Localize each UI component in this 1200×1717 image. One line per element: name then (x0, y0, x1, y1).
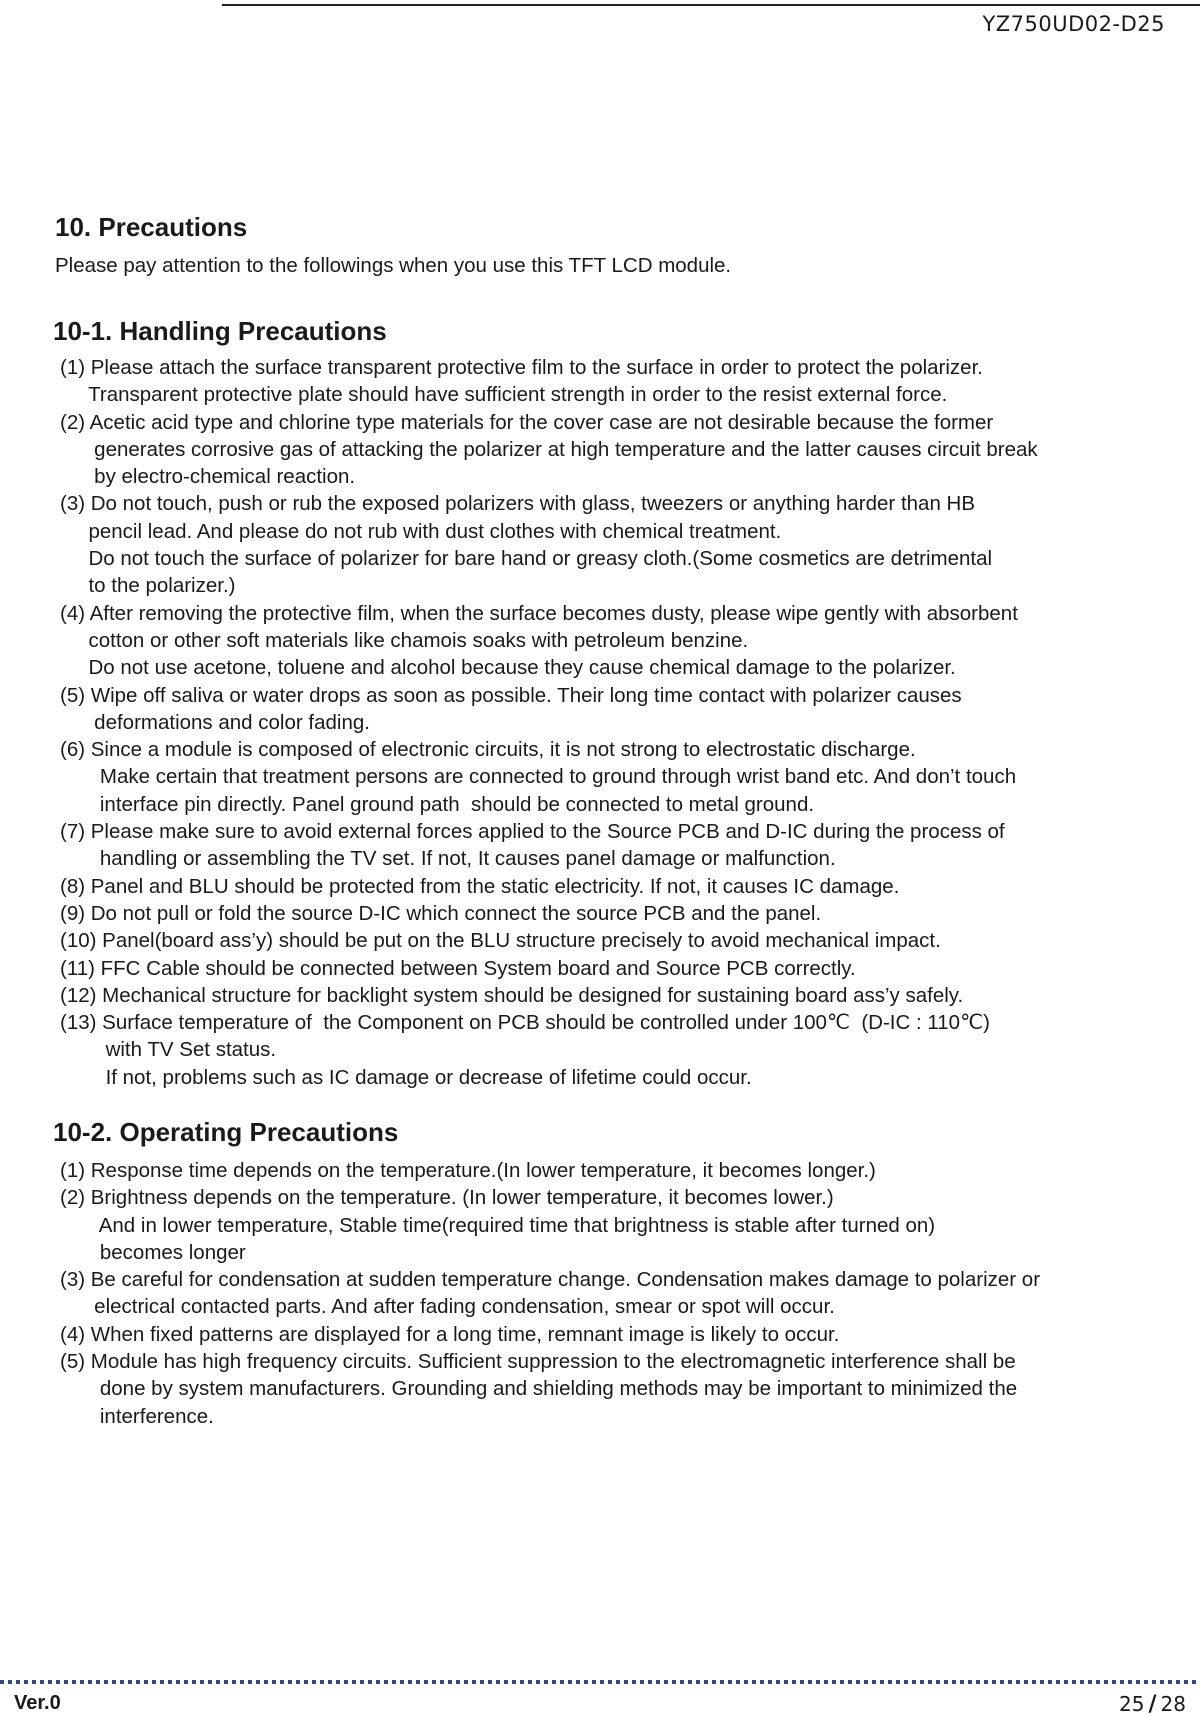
precaution-line: generates corrosive gas of attacking the polarizer at high temperature and the latter causes circuit break (60, 437, 1038, 461)
precaution-line: becomes longer (60, 1240, 246, 1264)
operating-precautions-title: 10-2. Operating Precautions (53, 1117, 399, 1147)
precaution-line: (3) Be careful for condensation at sudden temperature change. Condensation makes damage to polarizer or (60, 1268, 1041, 1292)
page-separator: / (1148, 1692, 1157, 1717)
precaution-line: cotton or other soft materials like chamois soaks with petroleum benzine. (60, 628, 749, 652)
total-pages: 28 (1160, 1692, 1186, 1716)
precaution-line: Transparent protective plate should have sufficient strength in order to the resist external force. (60, 383, 948, 407)
precaution-line: (6) Since a module is composed of electronic circuits, it is not strong to electrostatic discharge. (60, 738, 916, 762)
precaution-line: (4) After removing the protective film, when the surface becomes dusty, please wipe gently with absorbent (60, 601, 1018, 625)
precaution-line: (2) Brightness depends on the temperature. (In lower temperature, it becomes lower.) (60, 1186, 834, 1210)
section-title: 10. Precautions (55, 212, 248, 242)
precaution-line: (3) Do not touch, push or rub the exposed polarizers with glass, tweezers or anything harder than HB (60, 492, 976, 516)
precaution-line: And in lower temperature, Stable time(required time that brightness is stable after turned on) (60, 1213, 936, 1237)
current-page: 25 (1119, 1692, 1145, 1716)
page-number (1119, 1692, 1186, 1717)
operating-precautions-list (60, 1157, 1180, 1430)
precaution-line: (11) FFC Cable should be connected between System board and Source PCB correctly. (60, 956, 856, 980)
precaution-line: with TV Set status. (60, 1038, 277, 1062)
precaution-line: interference. (60, 1404, 214, 1428)
precaution-line: (13) Surface temperature of the Component on PCB should be controlled under 100℃ (D-IC : 110℃) (60, 1011, 990, 1035)
precaution-line: (4) When fixed patterns are displayed for a long time, remnant image is likely to occur. (60, 1322, 840, 1346)
precaution-line: interface pin directly. Panel ground path should be connected to metal ground. (60, 792, 815, 816)
handling-precautions-title: 10-1. Handling Precautions (53, 316, 387, 346)
section-intro: Please pay attention to the followings when you use this TFT LCD module. (55, 254, 732, 277)
precaution-line: (2) Acetic acid type and chlorine type materials for the cover case are not desirable because the former (60, 410, 994, 434)
version-label: Ver.0 (14, 1692, 61, 1714)
precaution-line: (9) Do not pull or fold the source D-IC which connect the source PCB and the panel. (60, 901, 822, 925)
precaution-line: (7) Please make sure to avoid external forces applied to the Source PCB and D-IC during the process of (60, 820, 1005, 844)
precaution-line: Do not use acetone, toluene and alcohol because they cause chemical damage to the polarizer. (60, 656, 956, 680)
header-rule (222, 4, 1200, 6)
precaution-line: (8) Panel and BLU should be protected from the static electricity. If not, it causes IC damage. (60, 874, 900, 898)
precaution-line: pencil lead. And please do not rub with dust clothes with chemical treatment. (60, 519, 782, 543)
precaution-line: done by system manufacturers. Grounding and shielding methods may be important to minimized the (60, 1377, 1018, 1401)
precaution-line: (1) Please attach the surface transparent protective film to the surface in order to protect the polarizer. (60, 356, 983, 379)
precaution-line: Make certain that treatment persons are connected to ground through wrist band etc. And don’t touch (60, 765, 1017, 789)
precaution-line: by electro-chemical reaction. (60, 465, 356, 489)
document-code: YZ750UD02-D25 (982, 12, 1165, 36)
precaution-line: to the polarizer.) (60, 574, 236, 598)
precaution-line: (5) Wipe off saliva or water drops as soon as possible. Their long time contact with polarizer causes (60, 683, 962, 707)
precaution-line: If not, problems such as IC damage or decrease of lifetime could occur. (60, 1065, 752, 1089)
precaution-line: (1) Response time depends on the temperature.(In lower temperature, it becomes longer.) (60, 1159, 876, 1182)
precaution-line: (12) Mechanical structure for backlight system should be designed for sustaining board ass’y safely. (60, 983, 964, 1007)
precaution-line: Do not touch the surface of polarizer for bare hand or greasy cloth.(Some cosmetics are detrimental (60, 547, 993, 571)
footer-dotted-rule (0, 1680, 1200, 1684)
handling-precautions-list (60, 354, 1180, 1091)
precaution-line: electrical contacted parts. And after fading condensation, smear or spot will occur. (60, 1295, 835, 1319)
precaution-line: handling or assembling the TV set. If not, It causes panel damage or malfunction. (60, 847, 836, 871)
precaution-line: (10) Panel(board ass’y) should be put on the BLU structure precisely to avoid mechanical impact. (60, 929, 941, 953)
precaution-line: (5) Module has high frequency circuits. Sufficient suppression to the electromagnetic interference shall be (60, 1350, 1016, 1374)
precaution-line: deformations and color fading. (60, 710, 370, 734)
